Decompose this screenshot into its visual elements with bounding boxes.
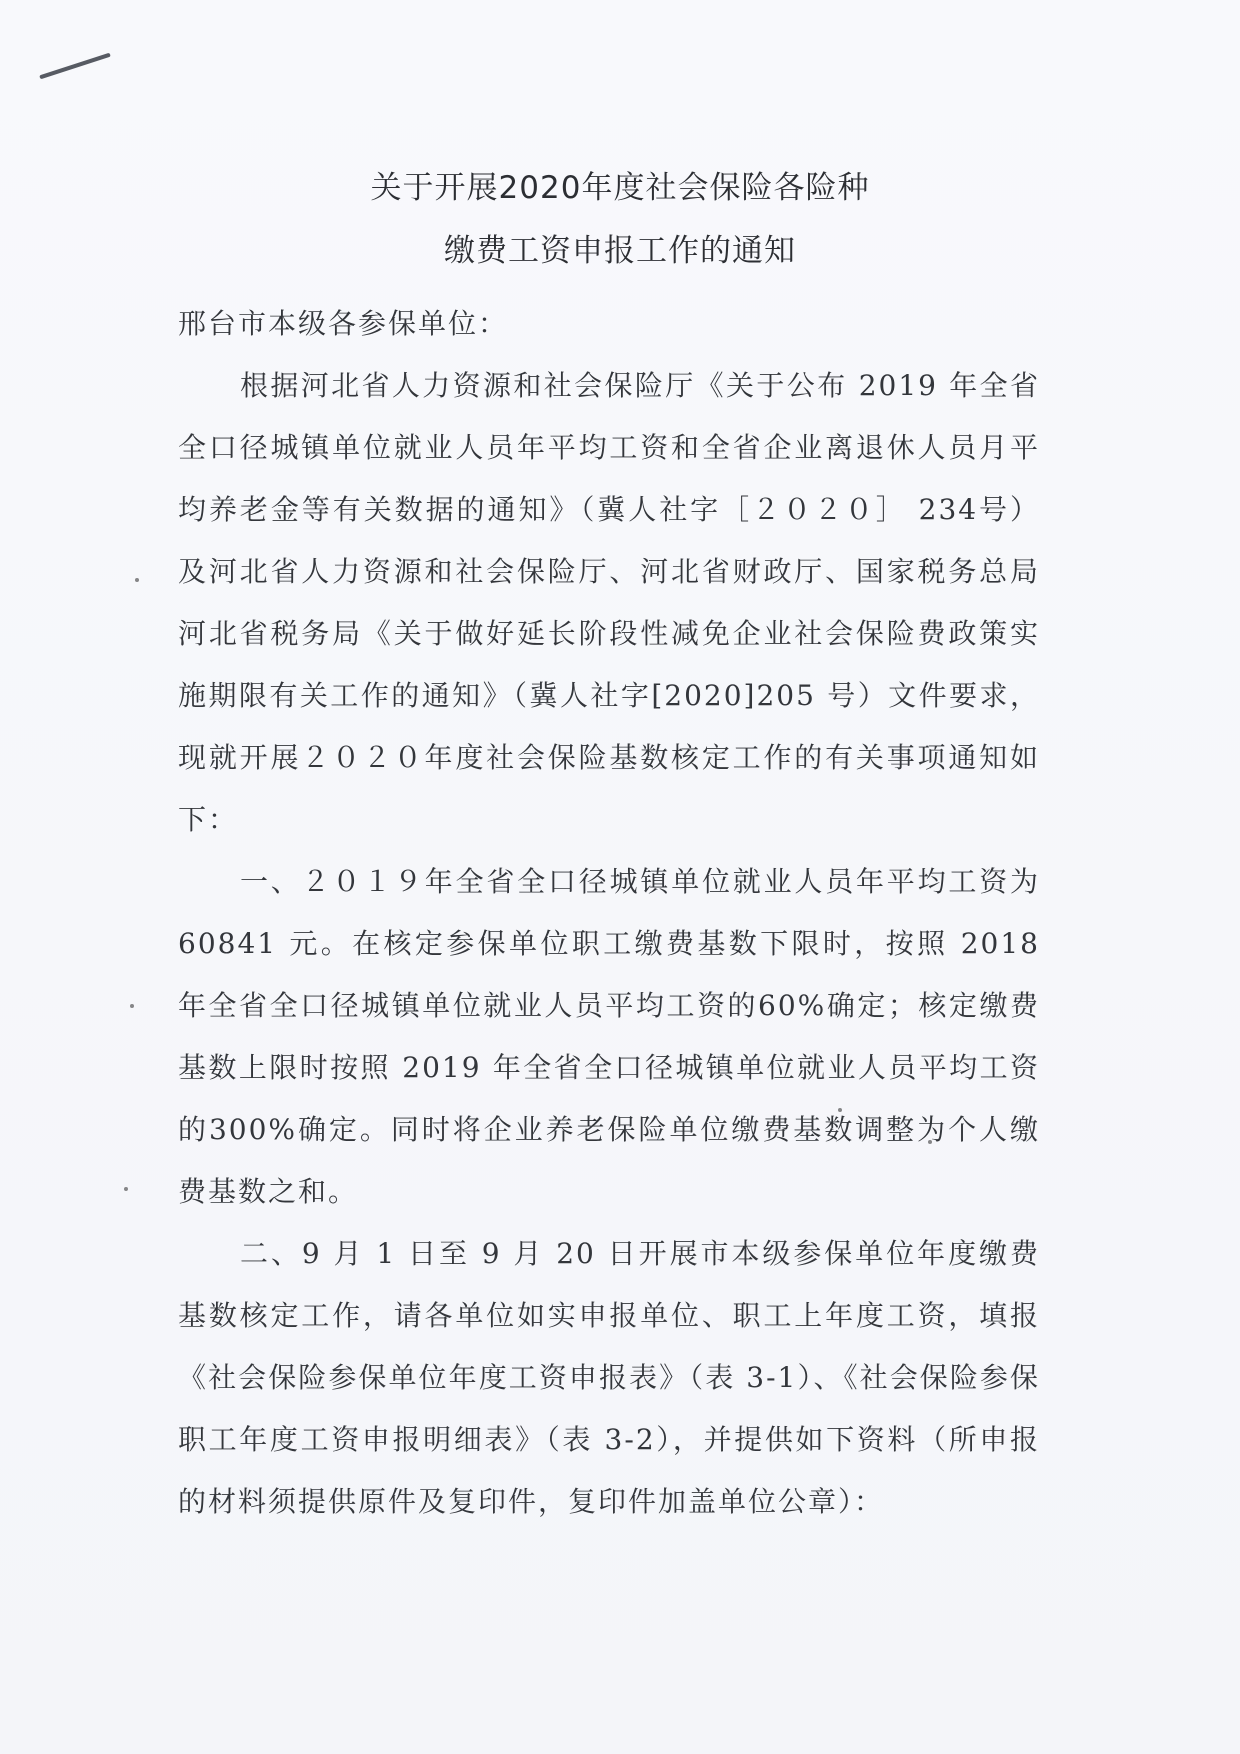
document-title-line-2: 缴费工资申报工作的通知 <box>444 233 796 269</box>
document-body <box>178 293 1040 1533</box>
scan-speck <box>124 1187 128 1191</box>
pen-mark <box>39 53 111 80</box>
scan-speck <box>130 1004 134 1008</box>
scan-speck <box>135 578 139 582</box>
body-paragraph-2: 一、２０１９年全省全口径城镇单位就业人员年平均工资为60841 元。在核定参保单位职工缴费基数下限时，按照 2018 年全省全口径城镇单位就业人员平均工资的60%确定；核定缴费基数上限时按照 2019 年全省全口径城镇单位就业人员平均工资的300%确定。同时将企业养老保险单位缴费基数调整为个人缴费基数之和。 <box>178 865 1040 1208</box>
document-title-line-1: 关于开展2020年度社会保险各险种 <box>370 170 870 206</box>
body-paragraph-3: 二、9 月 1 日至 9 月 20 日开展市本级参保单位年度缴费基数核定工作，请各单位如实申报单位、职工上年度工资，填报《社会保险参保单位年度工资申报表》（表 3-1）、《社会保险参保职工年度工资申报明细表》（表 3-2），并提供如下资料（所申报的材料须提供原件及复印件，复印件加盖单位公章）： <box>178 1237 1040 1518</box>
salutation: 邢台市本级各参保单位： <box>178 307 509 340</box>
body-paragraph-1: 根据河北省人力资源和社会保险厅《关于公布 2019 年全省全口径城镇单位就业人员年平均工资和全省企业离退休人员月平均养老金等有关数据的通知》（冀人社字［２０２０］ 234号）及河北省人力资源和社会保险厅、河北省财政厅、国家税务总局河北省税务局《关于做好延长阶段性减免企业社会保险费政策实施期限有关工作的通知》（冀人社字[2020]205 号）文件要求，现就开展２０２０年度社会保险基数核定工作的有关事项通知如下： <box>178 369 1040 836</box>
